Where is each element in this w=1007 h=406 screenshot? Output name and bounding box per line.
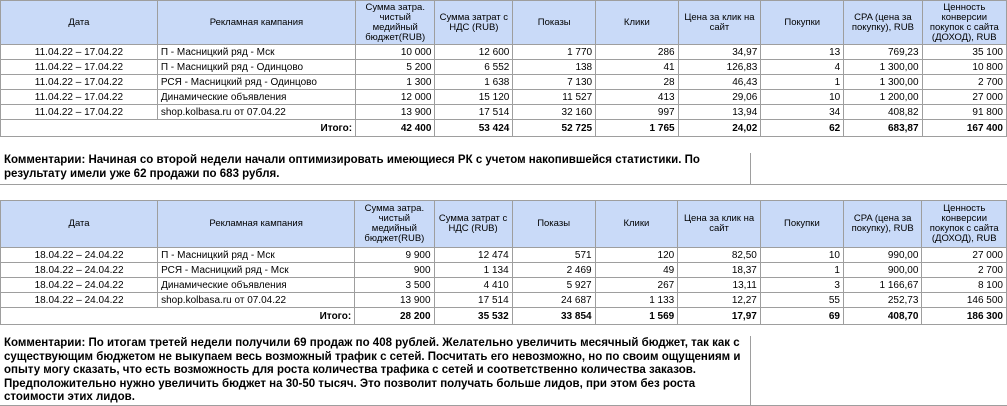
table-cell[interactable]: 7 130 (513, 75, 596, 90)
table-cell[interactable]: 18.04.22 – 24.04.22 (1, 248, 158, 263)
table-cell[interactable]: 900 (355, 263, 434, 278)
table-cell[interactable]: 13,11 (678, 278, 761, 293)
header-cell[interactable]: Покупки (760, 201, 843, 248)
header-row (1, 201, 1007, 248)
table-cell[interactable]: 9 900 (355, 248, 434, 263)
table-cell[interactable]: 55 (760, 293, 843, 308)
table-cell[interactable]: РСЯ - Масницкий ряд - Мск (158, 263, 355, 278)
table-cell[interactable]: 252,73 (843, 293, 921, 308)
table-cell[interactable]: 900,00 (843, 263, 921, 278)
table-cell[interactable]: 1 638 (435, 75, 513, 90)
header-cell[interactable]: Клики (595, 201, 678, 248)
table-cell[interactable]: 10 (760, 248, 843, 263)
table-cell[interactable]: 1 770 (513, 45, 596, 60)
table-cell[interactable]: 413 (596, 90, 678, 105)
table-cell[interactable]: 1 300 (356, 75, 435, 90)
report-table-1 (0, 0, 1007, 137)
table-cell[interactable]: РСЯ - Масницкий ряд - Одинцово (157, 75, 355, 90)
total-cell[interactable]: 28 200 (355, 308, 434, 325)
total-cell[interactable]: 42 400 (356, 120, 435, 137)
table-row (1, 60, 1007, 75)
table-cell[interactable]: 34,97 (678, 45, 761, 60)
table-cell[interactable]: 11.04.22 – 17.04.22 (1, 45, 158, 60)
table-cell[interactable]: 12 600 (435, 45, 513, 60)
table-cell[interactable]: 35 100 (922, 45, 1006, 60)
table-cell[interactable]: 138 (513, 60, 596, 75)
report-table-2 (0, 200, 1007, 325)
table-cell[interactable]: 82,50 (678, 248, 761, 263)
header-cell[interactable]: Цена за клик на сайт (678, 1, 761, 45)
total-label[interactable]: Итого: (1, 308, 355, 325)
table-cell[interactable]: 12,27 (678, 293, 761, 308)
comment-text[interactable]: Комментарии: По итогам третей недели получили 69 продаж по 408 рублей. Желательно увеличить месячный бюджет, так как с существующим бюджетом не выкупаем весь возможный трафик с сетей. Посчитать его невозможно, но по своим ощущениям и опыту могу сказать, что есть возможность для роста количества трафика с сетей и соответственно количества заказов. Предположительно нужно увеличить бюджет на 30-50 тысяч. Это позволит получать больше лидов, при этом без роста стоимости этих лидов. (0, 336, 751, 406)
table-cell[interactable]: 4 (761, 60, 844, 75)
table-cell[interactable]: 408,82 (844, 105, 922, 120)
total-cell[interactable]: 62 (761, 120, 844, 137)
total-cell[interactable]: 167 400 (922, 120, 1006, 137)
table-cell[interactable]: 18,37 (678, 263, 761, 278)
table-cell[interactable]: 267 (595, 278, 678, 293)
total-cell[interactable]: 33 854 (512, 308, 595, 325)
table-cell[interactable]: Динамические объявления (157, 90, 355, 105)
table-cell[interactable]: П - Масницкий ряд - Одинцово (157, 60, 355, 75)
table-cell[interactable]: 3 (760, 278, 843, 293)
table-cell[interactable]: 12 474 (434, 248, 512, 263)
table-cell[interactable]: 146 500 (922, 293, 1007, 308)
table-cell[interactable]: 2 700 (922, 75, 1006, 90)
table-cell[interactable]: 10 (761, 90, 844, 105)
table-cell[interactable]: 1 (760, 263, 843, 278)
empty-cell[interactable] (751, 336, 1007, 406)
header-cell[interactable]: Клики (596, 1, 678, 45)
total-cell[interactable]: 53 424 (435, 120, 513, 137)
table-cell[interactable]: 997 (596, 105, 678, 120)
table-cell[interactable]: 15 120 (435, 90, 513, 105)
table-row (1, 90, 1007, 105)
table-row (1, 263, 1007, 278)
header-cell[interactable]: CPA (цена за покупку), RUB (843, 201, 921, 248)
table-cell[interactable]: 17 514 (435, 105, 513, 120)
table-cell[interactable]: 10 000 (356, 45, 435, 60)
table-cell[interactable]: 11.04.22 – 17.04.22 (1, 75, 158, 90)
table-cell[interactable]: 32 160 (513, 105, 596, 120)
total-row (1, 120, 1007, 137)
header-cell[interactable]: Цена за клик на сайт (678, 201, 761, 248)
table-cell[interactable]: П - Масницкий ряд - Мск (158, 248, 355, 263)
table-cell[interactable]: 91 800 (922, 105, 1006, 120)
table-cell[interactable]: 17 514 (434, 293, 512, 308)
table-cell[interactable]: 5 927 (512, 278, 595, 293)
table-cell[interactable]: 11.04.22 – 17.04.22 (1, 105, 158, 120)
table-cell[interactable]: 1 133 (595, 293, 678, 308)
table-cell[interactable]: 18.04.22 – 24.04.22 (1, 263, 158, 278)
table-cell[interactable]: 990,00 (843, 248, 921, 263)
total-cell[interactable]: 1 569 (595, 308, 678, 325)
header-cell[interactable]: CPA (цена за покупку), RUB (844, 1, 922, 45)
header-cell[interactable]: Ценность конверсии покупок с сайта (ДОХОД), RUB (922, 1, 1006, 45)
table-cell[interactable]: 41 (596, 60, 678, 75)
table-row (1, 248, 1007, 263)
table-cell[interactable]: 1 200,00 (844, 90, 922, 105)
table-cell[interactable]: 2 469 (512, 263, 595, 278)
table-cell[interactable]: 1 (761, 75, 844, 90)
table-cell[interactable]: 5 200 (356, 60, 435, 75)
table-cell[interactable]: 120 (595, 248, 678, 263)
table-row (1, 278, 1007, 293)
table-cell[interactable]: 24 687 (512, 293, 595, 308)
table-cell[interactable]: 1 300,00 (844, 75, 922, 90)
table-cell[interactable]: П - Масницкий ряд - Мск (157, 45, 355, 60)
table-cell[interactable]: 10 800 (922, 60, 1006, 75)
total-cell[interactable]: 683,87 (844, 120, 922, 137)
table-cell[interactable]: 286 (596, 45, 678, 60)
total-cell[interactable]: 24,02 (678, 120, 761, 137)
total-label[interactable]: Итого: (1, 120, 356, 137)
header-cell[interactable]: Сумма затрат с НДС (RUB) (434, 201, 512, 248)
table-cell[interactable]: 6 552 (435, 60, 513, 75)
table-cell[interactable]: 1 166,67 (843, 278, 921, 293)
table-row (1, 105, 1007, 120)
total-cell[interactable]: 408,70 (843, 308, 921, 325)
table-cell[interactable]: 13 900 (355, 293, 434, 308)
table-cell[interactable]: 49 (595, 263, 678, 278)
table-cell[interactable]: 13 (761, 45, 844, 60)
table-cell[interactable]: Динамические объявления (158, 278, 355, 293)
table-cell[interactable]: 46,43 (678, 75, 761, 90)
table-cell[interactable]: 18.04.22 – 24.04.22 (1, 278, 158, 293)
header-cell[interactable]: Показы (512, 201, 595, 248)
header-cell[interactable]: Дата (1, 201, 158, 248)
table-cell[interactable]: 8 100 (922, 278, 1007, 293)
header-cell[interactable]: Сумма затрат с НДС (RUB) (435, 1, 513, 45)
table-cell[interactable]: 13,94 (678, 105, 761, 120)
table-cell[interactable]: 34 (761, 105, 844, 120)
total-cell[interactable]: 1 765 (596, 120, 678, 137)
header-cell[interactable]: Показы (513, 1, 596, 45)
table-cell[interactable]: 28 (596, 75, 678, 90)
table-cell[interactable]: 13 900 (356, 105, 435, 120)
table-cell[interactable]: 11.04.22 – 17.04.22 (1, 90, 158, 105)
comment-text[interactable]: Комментарии: Начиная со второй недели начали оптимизировать имеющиеся РК с учетом накопившейся статистики. По результату имели уже 62 продажи по 683 рубля. (0, 153, 751, 185)
total-cell[interactable]: 35 532 (434, 308, 512, 325)
table-cell[interactable]: 12 000 (356, 90, 435, 105)
table-cell[interactable]: 27 000 (922, 248, 1007, 263)
table-cell[interactable]: 11.04.22 – 17.04.22 (1, 60, 158, 75)
total-cell[interactable]: 52 725 (513, 120, 596, 137)
header-cell[interactable]: Рекламная кампания (157, 1, 355, 45)
header-cell[interactable]: Покупки (761, 1, 844, 45)
table-row (1, 293, 1007, 308)
table-cell[interactable]: 769,23 (844, 45, 922, 60)
header-cell[interactable]: Рекламная кампания (158, 201, 355, 248)
table-cell[interactable]: 29,06 (678, 90, 761, 105)
total-cell[interactable]: 186 300 (922, 308, 1007, 325)
table-cell[interactable]: 3 500 (355, 278, 434, 293)
total-row (1, 308, 1007, 325)
header-cell[interactable]: Сумма затра. чистый медийный бюджет(RUB) (355, 201, 434, 248)
total-cell[interactable]: 17,97 (678, 308, 761, 325)
table-cell[interactable]: 27 000 (922, 90, 1006, 105)
table-cell[interactable]: shop.kolbasa.ru от 07.04.22 (158, 293, 355, 308)
table-cell[interactable]: 2 700 (922, 263, 1007, 278)
table-cell[interactable]: 571 (512, 248, 595, 263)
table-row (1, 75, 1007, 90)
header-cell[interactable]: Ценность конверсии покупок с сайта (ДОХОД), RUB (922, 201, 1007, 248)
table-cell[interactable]: shop.kolbasa.ru от 07.04.22 (157, 105, 355, 120)
header-cell[interactable]: Сумма затра. чистый медийный бюджет(RUB) (356, 1, 435, 45)
table-row (1, 45, 1007, 60)
table-cell[interactable]: 4 410 (434, 278, 512, 293)
table-cell[interactable]: 126,83 (678, 60, 761, 75)
header-row (1, 1, 1007, 45)
table-cell[interactable]: 1 134 (434, 263, 512, 278)
table-cell[interactable]: 18.04.22 – 24.04.22 (1, 293, 158, 308)
total-cell[interactable]: 69 (760, 308, 843, 325)
header-cell[interactable]: Дата (1, 1, 158, 45)
table-cell[interactable]: 11 527 (513, 90, 596, 105)
table-cell[interactable]: 1 300,00 (844, 60, 922, 75)
empty-cell[interactable] (751, 153, 1007, 185)
